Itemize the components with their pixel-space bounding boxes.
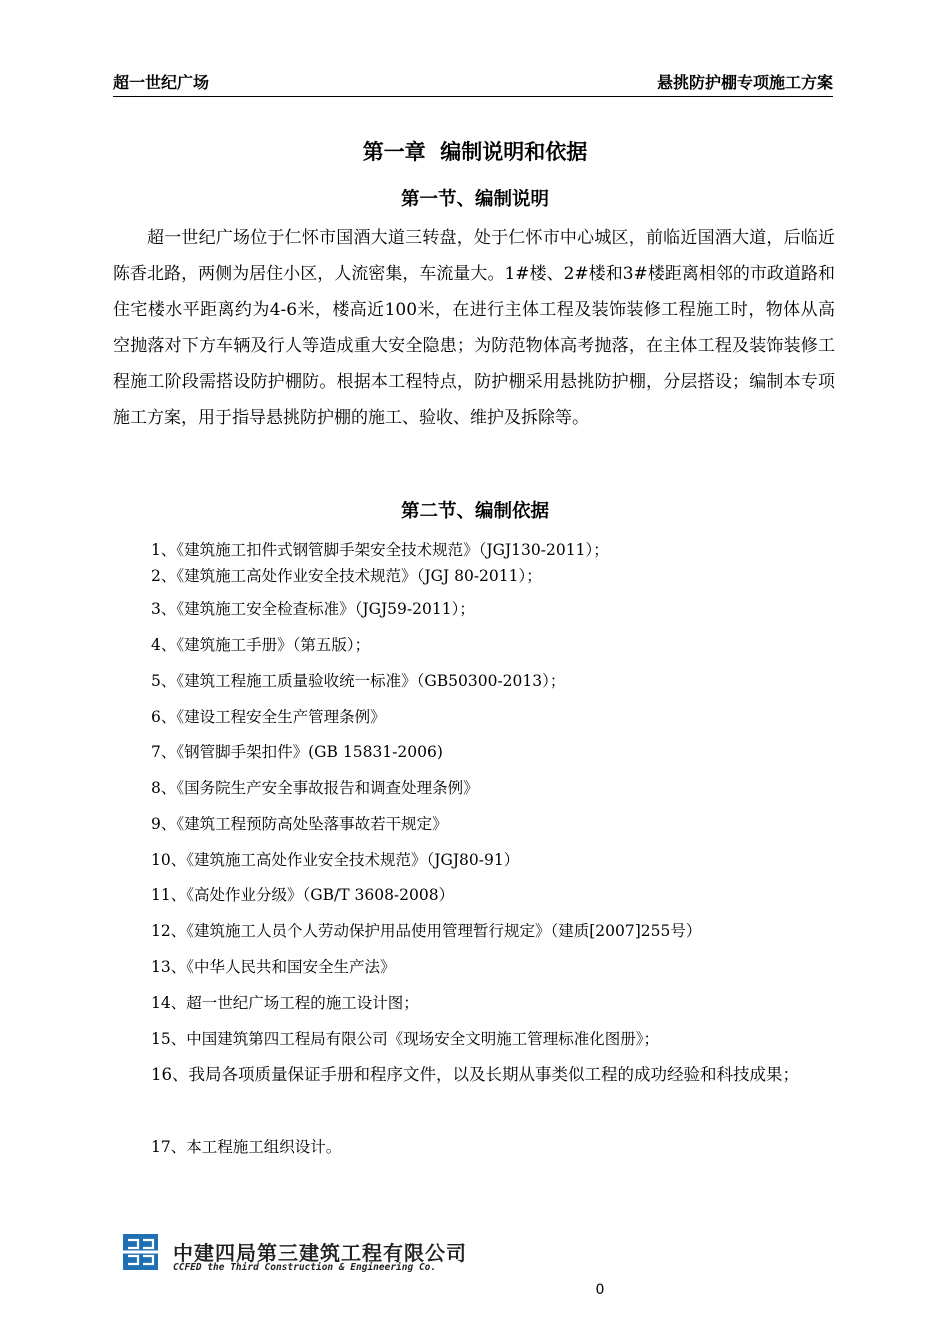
section-1-title: 第一节、编制说明 [400,189,549,210]
cscec-logo-icon [123,1234,158,1270]
header-document-title: 悬挑防护棚专项施工方案 [656,73,833,92]
reference-item: 7、《钢管脚手架扣件》(GB 15831-2006) [151,743,443,761]
header-project-name: 超一世纪广场 [113,73,210,92]
reference-item: 14、超一世纪广场工程的施工设计图； [151,994,419,1012]
section-2-title: 第二节、编制依据 [400,501,549,522]
reference-item: 3、《建筑施工安全检查标准》（JGJ59-2011）； [151,600,475,618]
reference-item: 1、《建筑施工扣件式钢管脚手架安全技术规范》（JGJ130-2011）； [151,541,609,559]
company-name-cn: 中建四局第三建筑工程有限公司 [173,1241,467,1265]
reference-item: 4、《建筑施工手册》（第五版）； [151,636,371,654]
reference-item: 10、《建筑施工高处作业安全技术规范》（JGJ80-91） [151,851,520,869]
reference-item: 6、《建设工程安全生产管理条例》 [151,708,386,726]
section-1-paragraph: 超一世纪广场位于仁怀市国酒大道三转盘，处于仁怀市中心城区，前临近国酒大道，后临近陈香北路，两侧为居住小区，人流密集，车流量大。1#楼、2#楼和3#楼距离相邻的市政道路和住宅楼水平距离约为4-6米，楼高近100米，在进行主体工程及装饰装修工程施工时，物体从高空抛落对下方车辆及行人等造成重大安全隐患；为防范物体高考抛落，在主体工程及装饰装修工程施工阶段需搭设防护棚防。根据本工程特点，防护棚采用悬挑防护棚，分层搭设；编制本专项施工方案，用于指导悬挑防护棚的施工、验收、维护及拆除等。 [113,228,835,428]
page-number: 0 [595,1282,605,1298]
reference-item: 5、《建筑工程施工质量验收统一标准》（GB50300-2013）； [151,672,566,690]
reference-item: 13、《中华人民共和国安全生产法》 [151,958,396,976]
company-name-en: CCFED the Third Construction & Engineering Co. [173,1262,437,1273]
page-header [113,66,833,97]
reference-item: 16、我局各项质量保证手册和程序文件，以及长期从事类似工程的成功经验和科技成果； [151,1065,799,1084]
reference-item: 17、本工程施工组织设计。 [151,1138,342,1156]
reference-item: 8、《国务院生产安全事故报告和调查处理条例》 [151,779,479,797]
reference-item: 15、中国建筑第四工程局有限公司《现场安全文明施工管理标准化图册》； [151,1030,659,1048]
reference-item: 9、《建筑工程预防高处坠落事故若干规定》 [151,815,448,833]
chapter-title: 第一章 编制说明和依据 [362,140,588,164]
reference-item: 11、《高处作业分级》（GB/T 3608-2008） [151,886,455,904]
reference-item: 12、《建筑施工人员个人劳动保护用品使用管理暂行规定》（建质[2007]255号） [151,922,702,940]
reference-item: 2、《建筑施工高处作业安全技术规范》（JGJ 80-2011）； [151,567,542,585]
